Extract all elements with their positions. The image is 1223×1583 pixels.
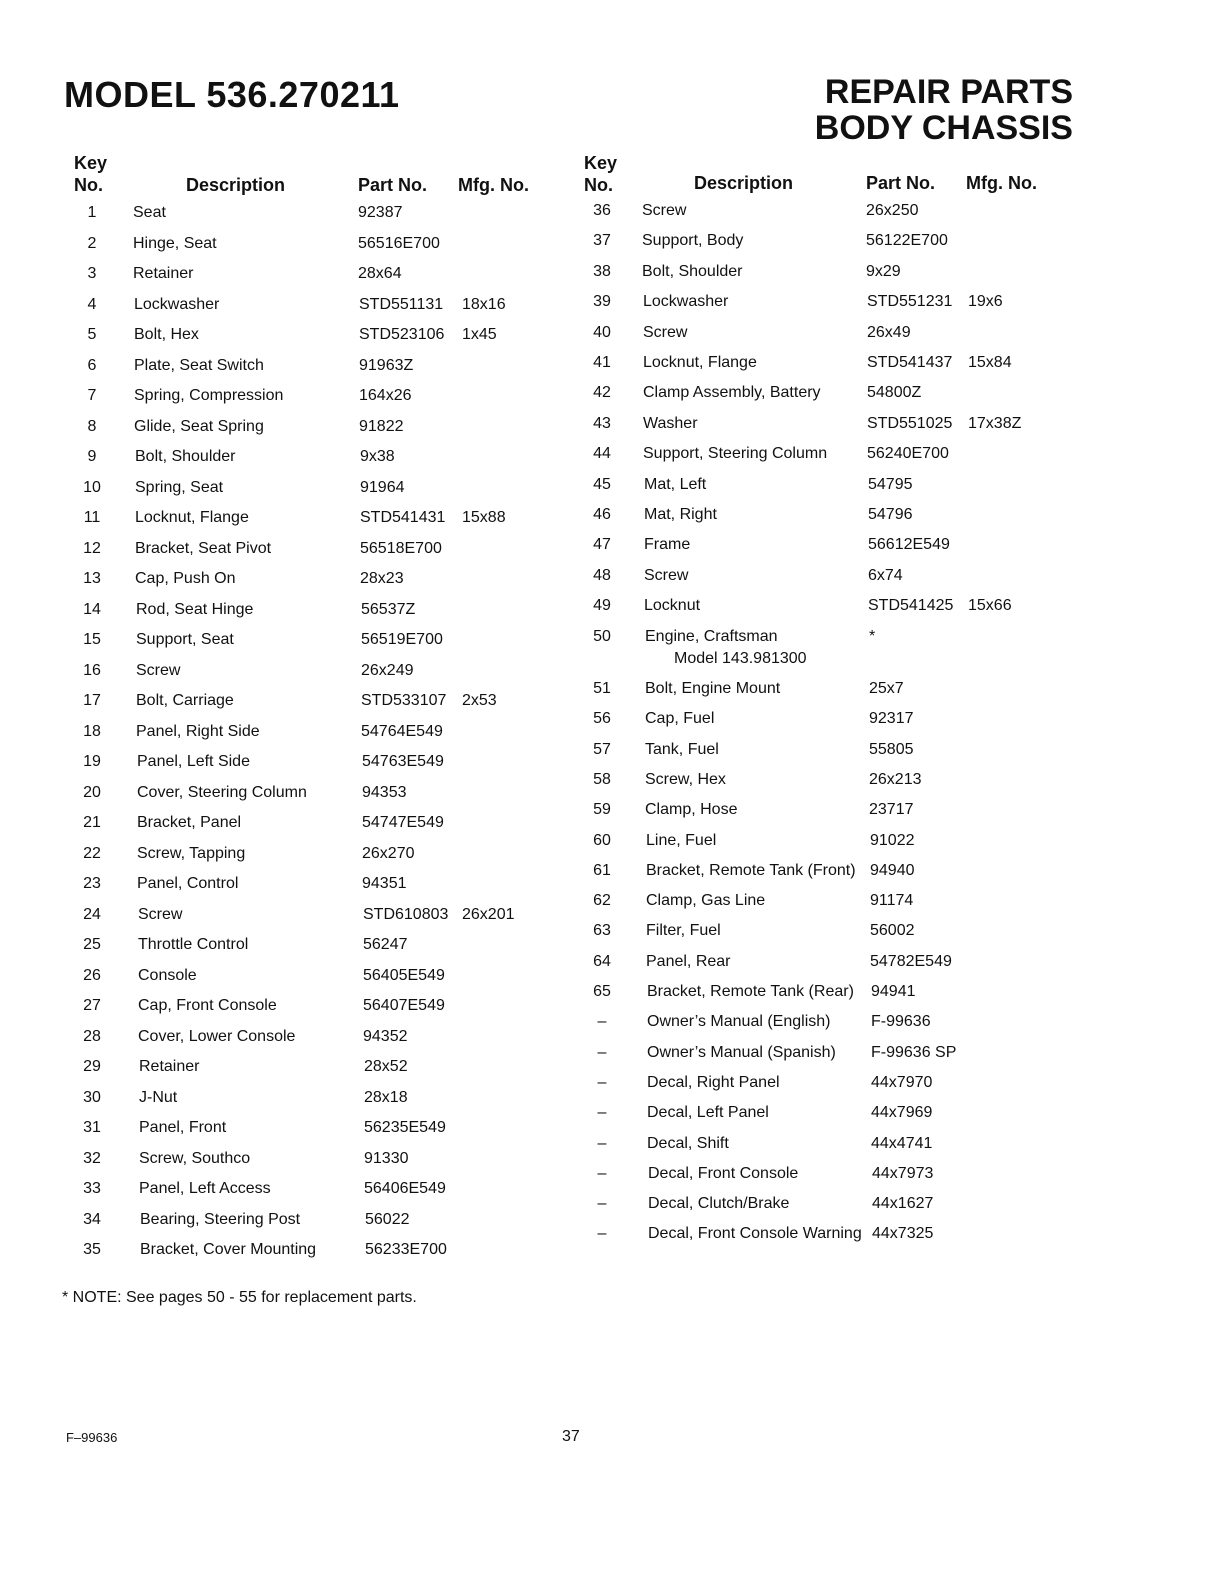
right-part-description: Mat, Right: [644, 506, 717, 523]
left-no-label: No.: [74, 175, 103, 195]
right-part-part-no: 54795: [868, 475, 913, 493]
left-part-part-no: 56537Z: [361, 600, 416, 618]
right-part-description: Decal, Right Panel: [647, 1073, 780, 1091]
right-part-part-no: 44x7325: [872, 1225, 934, 1243]
left-part-key: 9: [87, 448, 97, 465]
left-part-part-no: 56022: [365, 1210, 410, 1228]
right-key-header: [584, 152, 617, 196]
right-part-description: Decal, Clutch/Brake: [648, 1195, 790, 1213]
right-part-part-no: 23717: [869, 801, 914, 819]
left-part-part-no: 91963Z: [359, 356, 414, 374]
left-part-key: 1: [87, 204, 97, 221]
left-part-key: 25: [83, 936, 101, 953]
left-part-mfg-no: 18x16: [462, 295, 506, 313]
right-part-key: 42: [593, 384, 611, 402]
left-part-part-no: 56247: [363, 936, 408, 953]
right-part-key: 61: [593, 861, 611, 879]
right-part-row: [0, 1073, 933, 1098]
left-key-header: [74, 152, 107, 196]
left-part-description: Bracket, Seat Pivot: [135, 539, 272, 557]
left-part-part-no: 56405E549: [363, 966, 445, 984]
left-part-key: 17: [83, 692, 101, 709]
left-part-key: 12: [83, 539, 101, 557]
right-part-description: Bolt, Engine Mount: [645, 680, 781, 697]
right-part-key: –: [597, 1013, 607, 1031]
right-part-part-no: 91174: [870, 892, 914, 910]
section-title: [815, 74, 1073, 146]
right-part-part-no: 91022: [870, 831, 915, 849]
page-number: 37: [562, 1428, 580, 1445]
left-part-part-no: 56235E549: [364, 1119, 446, 1136]
model-title: MODEL 536.270211: [64, 74, 400, 115]
right-part-part-no: 25x7: [869, 680, 904, 697]
right-part-mfg-no: 15x66: [968, 597, 1012, 615]
left-part-description: Panel, Front: [139, 1119, 227, 1136]
right-part-description: Decal, Left Panel: [647, 1104, 769, 1122]
left-part-key: 33: [83, 1180, 101, 1197]
right-part-key: 65: [593, 983, 611, 1000]
right-part-part-no: 44x4741: [871, 1134, 933, 1152]
right-part-description: Mat, Left: [644, 475, 707, 493]
right-part-part-no: STD541437: [867, 354, 953, 371]
left-part-key: 30: [83, 1088, 101, 1106]
right-part-part-no: 56240E700: [867, 445, 949, 463]
right-part-part-no: 54800Z: [867, 384, 922, 402]
left-part-part-no: 54764E549: [361, 722, 443, 740]
left-part-description: Panel, Control: [137, 875, 239, 892]
left-part-key: 24: [83, 905, 101, 923]
right-part-description: Washer: [643, 414, 698, 432]
right-part-key: –: [597, 1134, 607, 1152]
right-part-description: Locknut: [644, 597, 701, 615]
right-part-key: 38: [593, 262, 611, 280]
left-part-description: Panel, Right Side: [136, 722, 260, 740]
left-partno-header: Part No.: [358, 175, 428, 195]
left-part-description: Cap, Push On: [135, 570, 236, 587]
right-part-description: Filter, Fuel: [646, 922, 721, 940]
left-part-description: Bracket, Cover Mounting: [140, 1241, 317, 1258]
right-part-part-no: 56002: [870, 922, 915, 940]
left-part-key: 26: [83, 966, 101, 984]
right-part-description: Screw: [643, 323, 688, 341]
right-part-mfg-no: 17x38Z: [968, 414, 1022, 432]
doc-number: F–99636: [66, 1430, 118, 1445]
left-part-key: 22: [83, 844, 101, 862]
left-part-part-no: 28x64: [358, 265, 402, 282]
right-part-description: Support, Steering Column: [643, 445, 828, 463]
right-part-row: [0, 770, 922, 795]
right-part-row: [0, 801, 914, 825]
right-description-header: Description: [694, 173, 794, 193]
left-part-key: 28: [83, 1027, 101, 1045]
left-part-key: 18: [83, 722, 101, 740]
left-part-key: 19: [83, 753, 101, 770]
section-title-line2: BODY CHASSIS: [814, 109, 1073, 147]
left-part-description: Throttle Control: [138, 936, 249, 953]
right-part-row: [0, 1013, 931, 1037]
right-part-part-no: F-99636: [871, 1013, 931, 1031]
left-part-part-no: 94351: [362, 875, 407, 892]
left-part-part-no: 26x270: [362, 844, 415, 862]
right-part-part-no: 55805: [869, 740, 914, 758]
left-part-description: Screw: [136, 661, 181, 679]
right-part-description: Clamp Assembly, Battery: [643, 384, 821, 402]
left-part-description: Bolt, Hex: [134, 326, 199, 343]
right-part-description: Cap, Fuel: [645, 710, 715, 728]
right-part-key: –: [597, 1104, 607, 1122]
left-part-key: 16: [83, 661, 101, 679]
right-part-part-no: 26x250: [866, 202, 919, 219]
left-part-description: Retainer: [139, 1058, 200, 1075]
left-part-part-no: 94352: [363, 1027, 408, 1045]
right-no-label: No.: [584, 175, 613, 195]
right-part-description: Owner’s Manual (English): [647, 1013, 831, 1031]
left-part-description: Panel, Left Access: [139, 1180, 271, 1197]
left-part-key: 32: [83, 1149, 101, 1167]
right-part-key: 39: [593, 293, 611, 311]
right-part-row: [0, 861, 915, 886]
right-part-description: Clamp, Gas Line: [646, 892, 766, 910]
left-part-description: J-Nut: [139, 1088, 178, 1106]
right-part-part-no: *: [869, 627, 876, 645]
left-part-description: Cap, Front Console: [138, 997, 277, 1014]
left-part-description: Panel, Left Side: [137, 753, 250, 770]
right-part-key: 58: [593, 770, 611, 788]
right-part-description: Screw: [644, 566, 689, 584]
left-part-description: Hinge, Seat: [133, 234, 217, 252]
right-part-row: [0, 384, 922, 408]
left-part-key: 2: [87, 234, 97, 252]
left-part-part-no: 164x26: [359, 387, 412, 404]
right-part-row: [0, 566, 903, 591]
right-part-key: –: [597, 1164, 607, 1182]
right-part-mfg-no: 19x6: [968, 293, 1003, 311]
left-part-part-no: 26x249: [361, 661, 414, 679]
left-part-part-no: 91964: [360, 478, 405, 496]
left-part-description: Retainer: [133, 265, 194, 282]
right-part-key: 49: [593, 597, 611, 615]
left-part-part-no: 54747E549: [362, 814, 444, 831]
right-part-row: [0, 202, 919, 226]
left-part-part-no: 56406E549: [364, 1180, 446, 1197]
right-part-row: [0, 536, 950, 560]
left-part-description: Console: [138, 966, 197, 984]
right-part-key: 56: [593, 710, 611, 728]
left-part-description: Cover, Steering Column: [137, 783, 307, 801]
right-part-part-no: 44x7969: [871, 1104, 933, 1122]
right-part-part-no: 44x7973: [872, 1164, 934, 1182]
right-part-description: Line, Fuel: [646, 831, 717, 849]
right-part-key: 40: [593, 323, 611, 341]
right-part-key: 45: [593, 475, 611, 493]
left-part-description: Support, Seat: [136, 631, 234, 648]
right-part-part-no: STD551231: [867, 293, 953, 311]
right-part-part-no: STD551025: [867, 414, 953, 432]
left-part-key: 8: [87, 417, 97, 435]
right-part-part-no: 26x49: [867, 323, 911, 341]
section-title-line1: REPAIR PARTS: [824, 73, 1073, 111]
left-part-description: Bolt, Shoulder: [135, 448, 236, 465]
right-part-description: Engine, Craftsman: [645, 627, 778, 645]
right-part-description: Lockwasher: [643, 293, 729, 311]
right-part-part-no: 44x7970: [871, 1073, 933, 1091]
left-part-mfg-no: 2x53: [462, 692, 497, 709]
left-part-key: 20: [83, 783, 101, 801]
left-part-key: 10: [83, 478, 101, 496]
right-part-key: 57: [593, 740, 611, 758]
right-part-row: [0, 710, 914, 734]
left-part-key: 23: [83, 875, 101, 892]
right-part-row: [0, 445, 949, 469]
right-part-part-no: 56122E700: [866, 232, 948, 250]
left-part-description: Bracket, Panel: [137, 814, 242, 831]
left-part-part-no: 9x38: [360, 448, 395, 465]
left-description-header: Description: [186, 175, 286, 195]
left-part-key: 3: [87, 265, 97, 282]
left-part-key: 31: [83, 1119, 101, 1136]
replacement-note: * NOTE: See pages 50 - 55 for replacement parts.: [62, 1289, 417, 1306]
right-part-description: Decal, Shift: [647, 1134, 729, 1152]
right-part-row: [0, 323, 911, 348]
right-part-key: –: [597, 1073, 607, 1091]
right-part-part-no: 92317: [869, 710, 914, 728]
right-mfgno-header: Mfg. No.: [966, 173, 1037, 193]
left-part-key: 7: [87, 387, 97, 404]
right-key-label: Key: [584, 153, 618, 173]
right-part-row: [0, 952, 952, 977]
right-part-description: Support, Body: [642, 232, 744, 250]
right-part-part-no: 94940: [870, 861, 915, 879]
left-part-description: Rod, Seat Hinge: [136, 600, 254, 618]
right-part-part-no: 26x213: [869, 770, 922, 788]
right-part-row: [0, 1043, 957, 1068]
left-part-part-no: STD523106: [359, 326, 445, 343]
left-part-key: 15: [83, 631, 101, 648]
left-part-part-no: 28x52: [364, 1058, 408, 1075]
right-part-description: Screw, Hex: [645, 770, 726, 788]
left-part-part-no: 56407E549: [363, 997, 445, 1014]
engine-model-line: Model 143.981300: [674, 650, 807, 667]
right-part-key: 48: [593, 566, 611, 584]
left-part-key: 14: [83, 600, 101, 618]
left-part-description: Spring, Compression: [134, 387, 284, 404]
left-part-description: Spring, Seat: [135, 478, 224, 496]
left-part-part-no: 91330: [364, 1149, 409, 1167]
right-part-row: [0, 475, 913, 500]
left-part-part-no: 56516E700: [358, 234, 440, 252]
right-part-row: [0, 831, 915, 856]
right-part-description: Bracket, Remote Tank (Front): [646, 861, 856, 879]
left-part-description: Bearing, Steering Post: [140, 1210, 301, 1228]
left-part-part-no: STD533107: [361, 692, 447, 709]
right-part-key: 62: [593, 892, 611, 910]
left-part-part-no: 56519E700: [361, 631, 443, 648]
left-part-description: Locknut, Flange: [135, 509, 249, 526]
left-part-key: 11: [83, 509, 101, 526]
right-part-key: 44: [593, 445, 611, 463]
right-part-row: [0, 506, 913, 530]
right-part-key: –: [597, 1043, 607, 1061]
left-part-key: 34: [83, 1210, 101, 1228]
right-part-description: Bolt, Shoulder: [642, 262, 743, 280]
left-part-key: 29: [83, 1058, 101, 1075]
right-part-key: 59: [593, 801, 611, 819]
right-part-row: [0, 983, 916, 1007]
left-part-part-no: 28x23: [360, 570, 404, 587]
right-part-key: 41: [593, 354, 611, 371]
left-part-part-no: STD541431: [360, 509, 446, 526]
left-part-key: 4: [87, 295, 97, 313]
right-part-part-no: 94941: [871, 983, 916, 1000]
left-part-part-no: 28x18: [364, 1088, 408, 1106]
right-part-row: [0, 627, 876, 652]
left-part-mfg-no: 26x201: [462, 905, 515, 923]
right-part-description: Decal, Front Console: [648, 1164, 799, 1182]
right-part-part-no: 56612E549: [868, 536, 950, 554]
right-part-part-no: 54796: [868, 506, 913, 523]
left-part-mfg-no: 1x45: [462, 326, 497, 343]
right-part-part-no: F-99636 SP: [871, 1043, 957, 1061]
right-part-description: Bracket, Remote Tank (Rear): [647, 983, 854, 1000]
left-part-part-no: 56233E700: [365, 1241, 447, 1258]
left-part-description: Screw, Southco: [139, 1149, 251, 1167]
left-part-key: 6: [87, 356, 97, 374]
left-part-key: 5: [87, 326, 97, 343]
right-part-row: [0, 740, 914, 765]
right-part-row: [0, 414, 1022, 439]
left-part-description: Screw: [138, 905, 183, 923]
right-part-part-no: 6x74: [868, 566, 903, 584]
right-part-description: Tank, Fuel: [645, 740, 719, 758]
right-part-description: Frame: [644, 536, 691, 554]
left-part-part-no: STD551131: [359, 295, 444, 313]
right-part-key: 46: [593, 506, 611, 523]
right-part-key: 47: [593, 536, 611, 554]
left-part-description: Lockwasher: [134, 295, 220, 313]
left-part-part-no: 91822: [359, 417, 404, 435]
left-part-description: Bolt, Carriage: [136, 692, 234, 709]
left-part-key: 13: [83, 570, 101, 587]
right-part-key: 43: [593, 414, 611, 432]
right-part-row: [0, 597, 1012, 621]
right-part-row: [0, 1104, 933, 1128]
right-part-part-no: 54782E549: [870, 952, 952, 970]
left-key-label: Key: [74, 153, 108, 173]
right-part-description: Clamp, Hose: [645, 801, 738, 819]
left-part-part-no: STD610803: [363, 905, 449, 923]
right-part-row: [0, 680, 904, 704]
right-part-row: [0, 1225, 934, 1249]
right-part-row: [0, 1164, 934, 1189]
right-part-row: [0, 293, 1003, 317]
right-part-description: Locknut, Flange: [643, 354, 757, 371]
right-part-row: [0, 1134, 933, 1159]
right-part-row: [0, 1195, 934, 1219]
right-part-row: [0, 354, 1012, 378]
left-part-description: Screw, Tapping: [137, 844, 246, 862]
right-part-row: [0, 922, 915, 946]
right-part-key: 60: [593, 831, 611, 849]
right-part-row: [0, 892, 914, 916]
right-part-description: Owner’s Manual (Spanish): [647, 1043, 836, 1061]
left-part-description: Seat: [133, 204, 166, 221]
right-part-key: –: [597, 1195, 607, 1213]
left-part-key: 27: [83, 997, 101, 1014]
left-part-description: Plate, Seat Switch: [134, 356, 264, 374]
left-part-part-no: 94353: [362, 783, 407, 801]
left-part-key: 21: [83, 814, 101, 831]
right-part-description: Screw: [642, 202, 687, 219]
right-part-key: 37: [593, 232, 611, 250]
right-part-key: 50: [593, 627, 611, 645]
right-part-part-no: STD541425: [868, 597, 954, 615]
left-part-description: Glide, Seat Spring: [134, 417, 264, 435]
right-part-description: Decal, Front Console Warning: [648, 1225, 862, 1243]
right-part-description: Panel, Rear: [646, 952, 731, 970]
right-part-part-no: 44x1627: [872, 1195, 934, 1213]
left-part-mfg-no: 15x88: [462, 509, 506, 526]
right-part-key: 36: [593, 202, 611, 219]
right-part-key: –: [597, 1225, 607, 1243]
right-part-row: [0, 262, 901, 287]
right-part-key: 63: [593, 922, 611, 940]
left-part-key: 35: [83, 1241, 101, 1258]
left-part-description: Cover, Lower Console: [138, 1027, 296, 1045]
left-part-part-no: 54763E549: [362, 753, 444, 770]
right-part-key: 51: [593, 680, 611, 697]
right-part-key: 64: [593, 952, 611, 970]
right-part-row: [0, 232, 948, 256]
left-part-part-no: 92387: [358, 204, 403, 221]
right-part-mfg-no: 15x84: [968, 354, 1012, 371]
right-partno-header: Part No.: [866, 173, 936, 193]
left-part-part-no: 56518E700: [360, 539, 442, 557]
right-part-part-no: 9x29: [866, 262, 901, 280]
left-mfgno-header: Mfg. No.: [458, 175, 529, 195]
